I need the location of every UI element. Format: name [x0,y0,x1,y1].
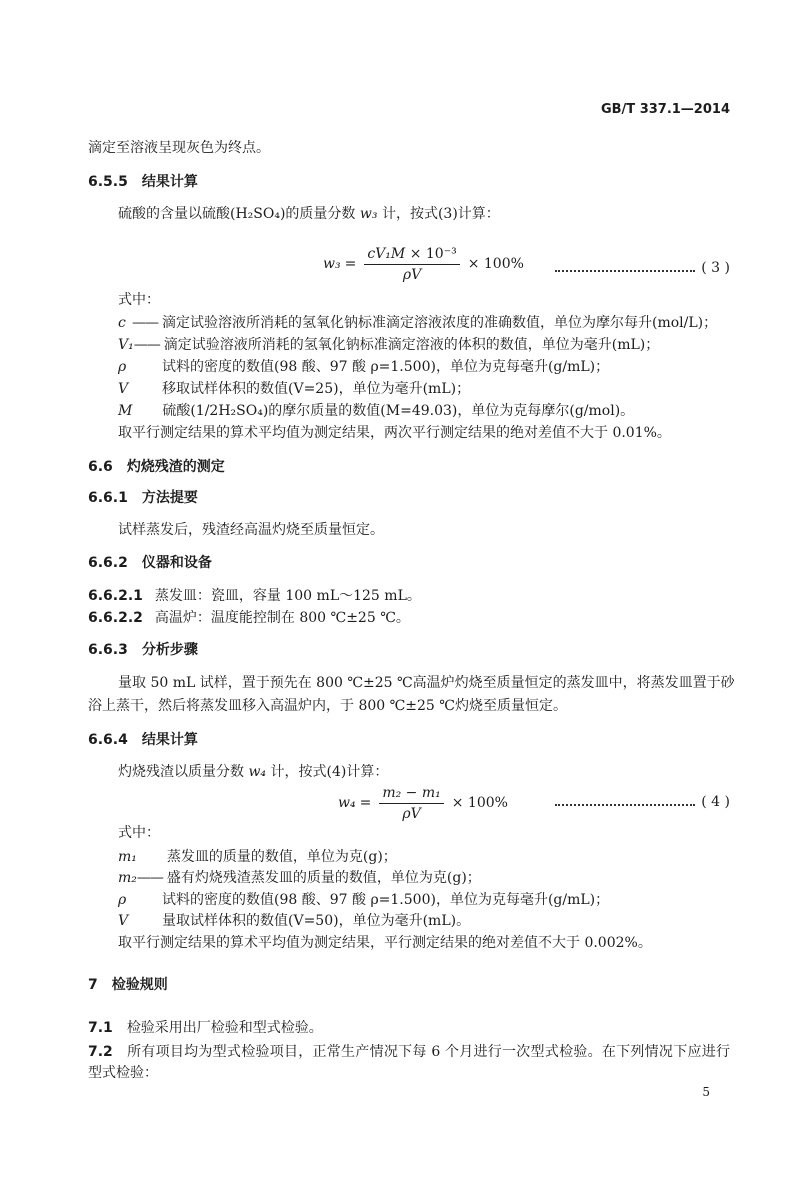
leader-dots [555,269,695,272]
clause-text: 蒸发皿：瓷皿，容量 100 mL～125 mL。 [154,588,421,604]
formula-3-lead [118,205,500,223]
formula-4-lhs: w₄ [338,795,356,811]
formula-4-equals: = [359,795,372,811]
definition-symbol: m₂ [118,870,137,886]
clause-7-2-line-1 [88,1043,730,1061]
intro-line: 滴定至溶液呈现灰色为终点。 [88,140,270,156]
clause-number: 6.6.2.1 [88,588,143,604]
formula-3-numerator-vars: cV₁M [367,245,406,262]
clause-number: 7.1 [88,1020,113,1036]
clause-text: 高温炉：温度能控制在 800 ℃±25 ℃。 [154,610,410,626]
heading-6-6-3 [88,641,198,659]
formula-3-numerator-factor: × 10⁻³ [409,245,457,262]
definition-m1 [118,848,397,866]
definition-m [118,402,634,420]
clause-6-6-2-2 [88,609,410,627]
heading-title: 灼烧残渣的测定 [126,459,225,475]
formula-4-denominator: ρV [402,805,421,822]
page-number: 5 [702,1085,710,1099]
definition-symbol: ρ [118,359,127,375]
definition-v [118,380,470,398]
result-note: 取平行测定结果的算术平均值为测定结果，平行测定结果的绝对差值不大于 0.002%。 [118,935,652,951]
formula-4-lead [118,763,388,781]
formula-3-factor: × 100% [467,256,524,272]
definition-dash: —— [136,870,163,886]
clause-text: 所有项目均为型式检验项目，正常生产情况下每 6 个月进行一次型式检验。在下列情况下应进行 [126,1044,730,1060]
formula-4-number: ( 4 ) [701,794,730,810]
clause-7-2-line-2: 型式检验： [88,1065,158,1081]
heading-number: 7 [88,977,98,993]
formula-3-lhs: w₃ [323,256,341,272]
heading-title: 结果计算 [141,732,198,748]
formula-4-numerator: m₂ − m₁ [379,784,443,804]
formula-3 [323,244,528,284]
heading-number: 6.6.3 [88,642,128,658]
method-summary-text: 试样蒸发后，残渣经高温灼烧至质量恒定。 [118,522,384,538]
clause-text: 检验采用出厂检验和型式检验。 [126,1020,323,1036]
definition-v1 [118,336,659,354]
definition-symbol: V [118,381,129,397]
formula-3-equals: = [344,256,357,272]
definition-text: 量取试样体积的数值(V=50)，单位为毫升(mL)。 [162,913,471,929]
definition-text: 试料的密度的数值(98 酸、97 酸 ρ=1.500)，单位为克每毫升(g/mL)； [162,892,610,908]
definition-symbol: V [118,913,129,929]
formula-4 [338,783,512,823]
where-label: 式中： [118,825,160,841]
clause-number: 6.6.2.2 [88,610,143,626]
heading-6-6 [88,458,225,476]
formula-4-factor: × 100% [451,795,508,811]
formula-3-fraction [364,245,459,284]
definition-text: 蒸发皿的质量的数值，单位为克(g)； [166,849,397,865]
procedure-line-1: 量取 50 mL 试样，置于预先在 800 ℃±25 ℃高温炉灼烧至质量恒定的蒸发皿中，将蒸发皿置于砂 [118,675,735,691]
definition-text: 滴定试验溶液所消耗的氢氧化钠标准滴定溶液的体积的数值，单位为毫升(mL)； [163,337,660,353]
definition-symbol: c [118,315,126,331]
definition-rho [118,891,609,909]
definition-symbol: m₁ [118,849,137,865]
lead-text-pre: 硫酸的含量以硫酸(H₂SO₄)的质量分数 [118,206,360,222]
heading-title: 结果计算 [141,174,198,190]
definition-text: 盛有灼烧残渣蒸发皿的质量的数值，单位为克(g)； [166,870,481,886]
leader-dots [555,803,695,806]
heading-6-6-1 [88,489,198,507]
definition-rho [118,358,609,376]
definition-text: 试料的密度的数值(98 酸、97 酸 ρ=1.500)，单位为克每毫升(g/mL)； [162,359,610,375]
definition-text: 移取试样体积的数值(V=25)，单位为毫升(mL)； [162,381,471,397]
definition-symbol: V₁ [118,337,134,353]
heading-number: 6.6.1 [88,490,128,506]
formula-3-denominator: ρV [402,266,422,283]
formula-3-leader [555,259,730,277]
lead-text-pre: 灼烧残渣以质量分数 [118,764,249,780]
definition-symbol: M [118,403,133,419]
clause-6-6-2-1 [88,587,421,605]
procedure-line-2: 浴上蒸干，然后将蒸发皿移入高温炉内，于 800 ℃±25 ℃灼烧至质量恒定。 [88,698,567,714]
formula-4-leader [555,793,730,811]
where-label: 式中： [118,292,160,308]
heading-number: 6.6.4 [88,732,128,748]
heading-6-6-2 [88,554,212,572]
definition-text: 滴定试验溶液所消耗的氢氧化钠标准滴定溶液浓度的准确数值，单位为摩尔每升(mol/L)； [162,315,718,331]
definition-dash: —— [132,315,158,331]
heading-6-5-5 [88,173,198,191]
heading-number: 6.6 [88,459,113,475]
lead-symbol: w₃ [359,206,378,222]
formula-4-fraction [379,784,443,823]
formula-3-number: ( 3 ) [701,260,730,276]
heading-title: 方法提要 [141,490,198,506]
result-note: 取平行测定结果的算术平均值为测定结果，两次平行测定结果的绝对差值不大于 0.01%。 [118,425,671,441]
clause-number: 7.2 [88,1044,113,1060]
definition-text: 硫酸(1/2H₂SO₄)的摩尔质量的数值(M=49.03)，单位为克每摩尔(g/mol)。 [162,403,635,419]
heading-number: 6.6.2 [88,555,128,571]
standard-number: GB/T 337.1—2014 [600,102,730,117]
definition-v [118,912,470,930]
heading-title: 检验规则 [111,977,168,993]
definition-c [118,314,717,332]
heading-number: 6.5.5 [88,174,128,190]
lead-text-post: 计，按式(4)计算： [266,764,389,780]
definition-m2 [118,869,481,887]
definition-dash: —— [133,337,160,353]
formula-3-numerator [364,245,459,265]
heading-title: 分析步骤 [141,642,198,658]
lead-text-post: 计，按式(3)计算： [377,206,500,222]
heading-title: 仪器和设备 [141,555,212,571]
clause-7-1 [88,1019,323,1037]
heading-7 [88,976,168,994]
definition-symbol: ρ [118,892,127,908]
heading-6-6-4 [88,731,198,749]
lead-symbol: w₄ [248,764,267,780]
